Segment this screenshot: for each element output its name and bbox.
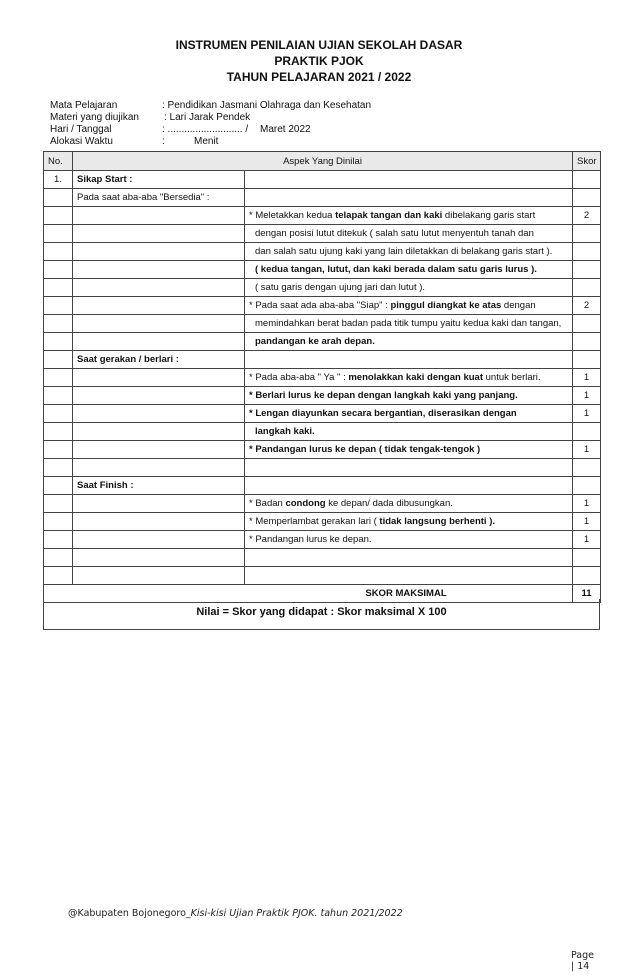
assessment-table xyxy=(43,151,601,603)
criterion-text: * Pada saat ada aba-aba "Siap" : pinggul diangkat ke atas dengan xyxy=(245,297,573,315)
bersedia-label: Pada saat aba-aba "Bersedia" : xyxy=(73,189,245,207)
table-row xyxy=(44,351,601,369)
header-aspek: Aspek Yang Dinilai xyxy=(73,152,573,171)
criterion-score: 1 xyxy=(573,387,601,405)
criterion-text: * Memperlambat gerakan lari ( tidak langsung berhenti ). xyxy=(245,513,573,531)
table-row xyxy=(44,405,601,423)
criterion-text: * Pandangan lurus ke depan ( tidak tengak-tengok ) xyxy=(245,441,573,459)
criterion-text: ( kedua tangan, lutut, dan kaki berada dalam satu garis lurus ). xyxy=(245,261,573,279)
criterion-text: ( satu garis dengan ujung jari dan lutut ). xyxy=(245,279,573,297)
header-skor: Skor xyxy=(573,152,601,171)
criterion-text: langkah kaki. xyxy=(245,423,573,441)
section-saat-gerakan: Saat gerakan / berlari : xyxy=(73,351,245,369)
mapel-label: Mata Pelajaran xyxy=(50,100,118,111)
criterion-score: 1 xyxy=(573,441,601,459)
meta-block xyxy=(50,100,610,150)
table-row xyxy=(44,495,601,513)
table-row xyxy=(44,513,601,531)
criterion-text: * Meletakkan kedua telapak tangan dan kaki dibelakang garis start xyxy=(245,207,573,225)
criterion-score: 1 xyxy=(573,531,601,549)
header-no: No. xyxy=(44,152,73,171)
criterion-text: * Lengan diayunkan secara bergantian, diserasikan dengan xyxy=(245,405,573,423)
mapel-value: : Pendidikan Jasmani Olahraga dan Kesehatan xyxy=(162,100,372,111)
table-row xyxy=(44,225,601,243)
criterion-score: 1 xyxy=(573,495,601,513)
hari-month: Maret 2022 xyxy=(260,124,311,135)
hari-value: : ........................... / xyxy=(162,124,249,135)
criterion-score: 2 xyxy=(573,207,601,225)
page-number: | 14 xyxy=(571,961,590,972)
table-row xyxy=(44,279,601,297)
table-row xyxy=(44,387,601,405)
row-number: 1. xyxy=(44,171,73,189)
criterion-text: dan salah satu ujung kaki yang lain diletakkan di belakang garis start ). xyxy=(245,243,573,261)
table-row xyxy=(44,333,601,351)
footer-prefix: @Kabupaten Bojonegoro_ xyxy=(68,908,191,919)
page-number-block xyxy=(571,950,594,972)
table-row xyxy=(44,171,601,189)
criterion-score: 2 xyxy=(573,297,601,315)
table-row xyxy=(44,189,601,207)
criterion-score: 1 xyxy=(573,405,601,423)
table-header-row xyxy=(44,152,601,171)
criterion-score: 1 xyxy=(573,513,601,531)
table-row xyxy=(44,567,601,585)
alokasi-colon: : xyxy=(162,136,165,147)
alokasi-unit: Menit xyxy=(194,136,219,147)
materi-value: : Lari Jarak Pendek xyxy=(164,112,251,123)
criterion-text: * Pandangan lurus ke depan. xyxy=(245,531,573,549)
table-row xyxy=(44,315,601,333)
doc-title-line2: PRAKTIK PJOK xyxy=(274,54,364,68)
table-row xyxy=(44,423,601,441)
criterion-text: * Badan condong ke depan/ dada dibusungkan. xyxy=(245,495,573,513)
table-row xyxy=(44,459,601,477)
hari-label: Hari / Tanggal xyxy=(50,124,112,135)
section-saat-finish: Saat Finish : xyxy=(73,477,245,495)
table-row xyxy=(44,531,601,549)
footer-italic: Kisi-kisi Ujian Praktik PJOK. tahun 2021/2022 xyxy=(190,908,403,919)
table-row xyxy=(44,261,601,279)
criterion-text: pandangan ke arah depan. xyxy=(245,333,573,351)
alokasi-label: Alokasi Waktu xyxy=(50,136,113,147)
page-label: Page xyxy=(571,950,594,961)
criterion-text: dengan posisi lutut ditekuk ( salah satu lutut menyentuh tanah dan xyxy=(245,225,573,243)
table-row xyxy=(44,369,601,387)
footer-note xyxy=(68,908,403,919)
criterion-text: * Pada aba-aba " Ya " : menolakkan kaki dengan kuat untuk berlari. xyxy=(245,369,573,387)
table-row xyxy=(44,477,601,495)
table-row xyxy=(44,549,601,567)
table-row xyxy=(44,297,601,315)
materi-label: Materi yang diujikan xyxy=(50,112,139,123)
criterion-text: * Berlari lurus ke depan dengan langkah kaki yang panjang. xyxy=(245,387,573,405)
criterion-score: 1 xyxy=(573,369,601,387)
section-sikap-start: Sikap Start : xyxy=(73,171,245,189)
doc-title-line1: INSTRUMEN PENILAIAN UJIAN SEKOLAH DASAR xyxy=(175,38,463,52)
criterion-text: memindahkan berat badan pada titik tumpu yaitu kedua kaki dan tangan, xyxy=(245,315,573,333)
skor-maksimal-value: 11 xyxy=(573,585,601,603)
nilai-formula: Nilai = Skor yang didapat : Skor maksimal X 100 xyxy=(43,599,600,630)
doc-title-line3: TAHUN PELAJARAN 2021 / 2022 xyxy=(226,70,412,84)
skor-maksimal-label: SKOR MAKSIMAL xyxy=(44,585,573,603)
table-row xyxy=(44,207,601,225)
table-row xyxy=(44,243,601,261)
table-row xyxy=(44,441,601,459)
